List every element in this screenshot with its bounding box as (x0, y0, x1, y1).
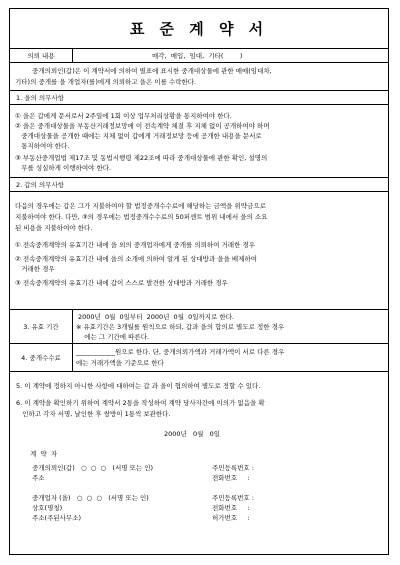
clause-6-line: 인하고 각자 서명, 날인한 후 쌍방이 1통씩 보관한다. (16, 410, 171, 418)
validity-line: ※ 유효기간은 3개월를 원칙으로 하되, 갑과 을의 합의로 별도로 정한 경우 (76, 323, 285, 331)
request-value-cell (72, 49, 388, 62)
request-row (10, 49, 388, 63)
fee-line: ____________원으로 한다. 단, 중개의뢰가액과 거래가액이 서로 다른 경우 (76, 348, 285, 356)
request-options: 매각, 매입, 임대, 기타( ) (152, 52, 243, 60)
request-label: 의뢰 내용 (10, 49, 73, 62)
sec2-line: 된 비용을 지불하여야 한다. (15, 224, 93, 232)
agent-company-label: 상호(명칭) (32, 504, 63, 512)
sec1-heading: 1. 을의 의무사항 (16, 94, 65, 102)
intro-row (10, 63, 388, 91)
sec1-line: ③ 부동산중개업법 제17조 및 동법시행령 제22조에 따라 중개대상물에 관한 확인, 설명의 (15, 154, 268, 162)
sec1-line: 통지하여야 한다. (15, 142, 70, 150)
client-address-label: 주소 (32, 474, 45, 482)
contract-date: 2000년 0월 0일 (164, 430, 221, 438)
fee-line: 에는 거래가액을 기준으로 한다 (76, 359, 164, 367)
agent-phone-label: 전화번호 : (212, 504, 250, 512)
agent-address-label: 주소(주된사무소) (32, 514, 82, 522)
sec2-line: 다음의 경우에는 갑은 그가 지불하여야 할 법정중개수수료에 해당하는 금액을 위약금으로 (15, 202, 266, 210)
parties-heading: 계 약 자 (30, 450, 58, 458)
sec1-body-row (10, 105, 388, 178)
sec1-line: 중개대상물을 공개한 때에는 지체 없이 갑에게 거래정보망 등에 공개한 내용을 문서로 (15, 132, 262, 140)
sec1-line: 무를 성실하게 이행하여야 한다. (15, 164, 112, 172)
sec2-line: ① 전속중개계약의 유효기간 내에 을 외의 중개업자에게 중개를 의뢰하여 거래한 경우 (15, 241, 255, 249)
sec2-heading: 2. 갑의 의무사항 (16, 181, 65, 189)
contract-form (9, 8, 389, 555)
agent-id-label: 주민등록번호 : (212, 494, 254, 502)
sec1-line: ① 을은 갑에게 문서로서 2주일에 1회 이상 업무처리상황을 통지하여야 한다. (15, 112, 232, 120)
agent-signature-line: 중개업자 (을) ○ ○ ○ (서명 또는 인) (32, 494, 149, 502)
sec2-line: 거래한 경우 (15, 265, 55, 273)
validity-line: 2000년 0월 0일부터 2000년 0월 0일까지로 한다. (78, 313, 235, 321)
fee-row (10, 344, 388, 372)
client-id-label: 주민등록번호 : (212, 464, 254, 472)
sec2-line: ② 전속중개계약의 유효기간 내에 을의 소개에 의하여 알게 된 상대방과 을을 배제하여 (15, 255, 258, 263)
sec1-heading-row (10, 91, 388, 105)
intro-line: 기타)의 중개를 을 개업자(를)에게 의뢰하고 을은 이를 수락한다. (15, 78, 197, 86)
document-title: 표 준 계 약 서 (10, 9, 388, 49)
client-signature-line: 중개의뢰인(갑) ○ ○ ○ (서명 또는 인) (32, 464, 154, 472)
validity-label: 3. 유효 기간 (10, 310, 73, 343)
fee-label: 4. 중개수수료 (10, 344, 73, 371)
client-phone-label: 전화번호 : (212, 474, 250, 482)
clause-6-line: 6. 이 계약을 확인하기 위하여 계약서 2통을 작성하여 계약 당사자간에 이의가 없음을 확 (16, 399, 265, 407)
agent-license-label: 허가번호 : (212, 514, 250, 522)
sec1-line: ② 을은 중개대상물을 부동산거래정보망에 이 전속계약 체결 후 지체 없이 공개하여야 하며 (15, 122, 270, 130)
sec2-line: 지불하여야 한다. 다만, ③의 경우에는 법정중개수수료의 50퍼센트 범위 내에서 을의 소요 (15, 213, 268, 221)
sec2-line: ③ 전속중개계약의 유효기간 내에 갑이 스스로 발견한 상대방과 거래한 경우 (15, 279, 228, 287)
clause-5: 5. 이 계약에 정하지 아니한 사항에 대하여는 갑 과 을이 협의하여 별도로 정할 수 있다. (16, 382, 261, 390)
fee-value-cell (72, 344, 388, 371)
sec2-body-row (10, 192, 388, 310)
intro-line: 중개의뢰인(갑)은 이 계약서에 의하여 별표에 표시한 중개대상물에 관한 매매(임대차, (32, 67, 272, 75)
validity-line: 에는 그 기간에 따른다. (76, 333, 150, 341)
validity-value-cell (72, 310, 388, 343)
sec2-heading-row (10, 178, 388, 192)
validity-row (10, 310, 388, 344)
